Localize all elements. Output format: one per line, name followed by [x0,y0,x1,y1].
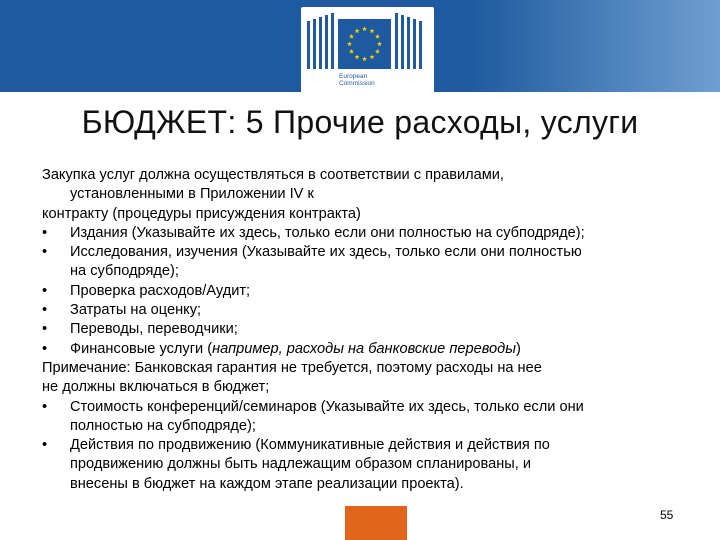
bullet-marker: • [42,244,48,261]
bullet-marker: • [42,224,48,241]
note-line-2: не должны включаться в бюджет; [42,379,270,396]
bullet-marker: • [42,302,48,319]
list-item-text: Издания (Указывайте их здесь, только если они полностью на субподряде); [70,224,585,241]
slide-body [42,166,682,494]
intro-line-3: контракту (процедуры присуждения контракта) [42,205,361,222]
list-item [42,398,682,437]
finance-text-before: Финансовые услуги ( [70,340,213,357]
list-item-text: Действия по продвижению (Коммуникативные действия и действия по [70,437,550,454]
bullet-marker: • [42,398,48,415]
list-item [42,301,682,320]
list-item [42,282,682,301]
note-line-1: Примечание: Банковская гарантия не требуется, поэтому расходы на нее [42,359,542,376]
list-item-text-cont: на субподряде); [70,263,179,280]
list-item-text: Стоимость конференций/семинаров (Указывайте их здесь, только если они [70,398,584,415]
finance-text-after: ) [515,340,521,357]
list-item-text: Затраты на оценку; [70,302,202,319]
bullet-marker: • [42,340,48,357]
list-item [42,224,682,243]
logo-text-line2: Commission [339,80,375,87]
list-item [42,243,682,282]
list-item-text: Исследования, изучения (Указывайте их здесь, только если они полностью [70,244,582,261]
list-item-finance [42,340,682,359]
list-item-text-cont: полностью на субподряде); [70,417,256,434]
footer-logo [345,506,407,540]
commission-building-icon [301,7,434,73]
header-gradient [470,0,720,92]
list-item [42,320,682,339]
list-item [42,436,682,494]
list-item-text-cont: продвижению должны быть надлежащим образом спланированы, и [70,456,532,473]
page-title: БЮДЖЕТ: 5 Прочие расходы, услуги [81,104,639,140]
list-item-text-cont: внесены в бюджет на каждом этапе реализации проекта). [70,475,464,492]
logo-text-line1: European [339,73,368,80]
bullet-marker: • [42,321,48,338]
intro-line-1: Закупка услуг должна осуществляться в соответствии с правилами, [42,167,504,183]
european-commission-logo [301,7,434,97]
intro-line-2: установленными в Приложении IV к [70,186,314,203]
page-number: 55 [660,508,674,522]
finance-text-italic: например, расходы на банковские переводы [212,340,516,357]
bullet-marker: • [42,282,48,299]
bullet-marker: • [42,437,48,454]
logo-caption [339,73,375,87]
list-item-text: Проверка расходов/Аудит; [70,282,251,299]
list-item-text: Переводы, переводчики; [70,321,238,338]
